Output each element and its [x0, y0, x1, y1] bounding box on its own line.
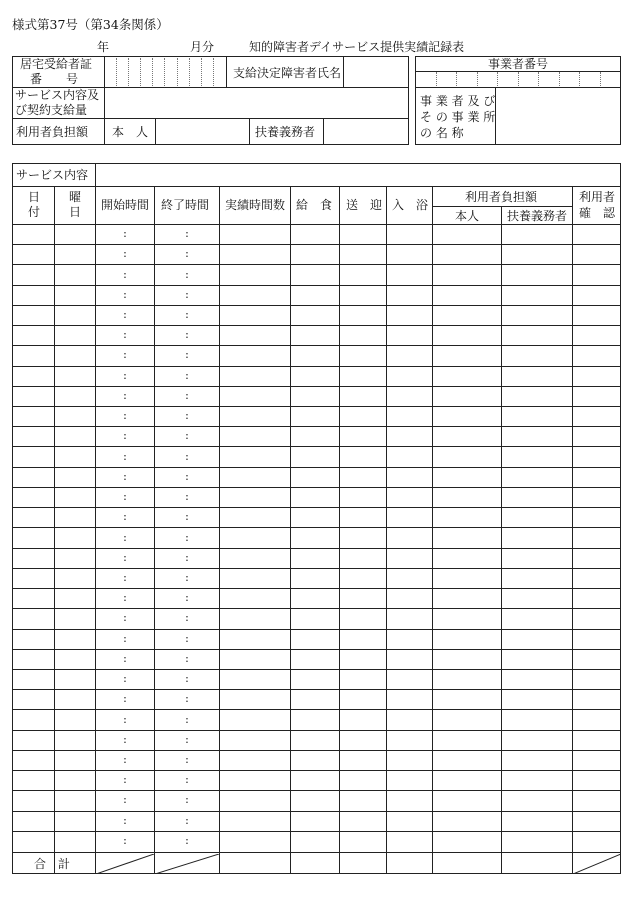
guardian-label: 扶養義務者 — [255, 125, 316, 139]
start-time-separator: : — [123, 287, 127, 301]
end-time-separator: : — [185, 793, 189, 807]
start-time-separator: : — [123, 308, 127, 322]
start-time-separator: : — [123, 530, 127, 544]
end-time-separator: : — [185, 247, 189, 261]
end-time-separator: : — [185, 813, 189, 827]
form-number: 様式第37号（第34条関係） — [12, 17, 169, 32]
start-time-separator: : — [123, 267, 127, 281]
col-meal: 給 食 — [296, 198, 333, 212]
col-burden-guardian: 扶養義務者 — [507, 209, 568, 223]
recipient-no-label-2: 番 号 — [30, 72, 79, 86]
end-time-separator: : — [185, 490, 189, 504]
end-time-separator: : — [185, 469, 189, 483]
start-time-separator: : — [123, 510, 127, 524]
start-time-separator: : — [123, 570, 127, 584]
form-title: 知的障害者デイサービス提供実績記録表 — [249, 40, 465, 54]
decided-person-label: 支給決定障害者氏名 — [233, 66, 342, 80]
table-row[interactable] — [12, 790, 621, 810]
end-time-separator: : — [185, 651, 189, 665]
start-time-separator: : — [123, 490, 127, 504]
end-time-separator: : — [185, 631, 189, 645]
end-time-separator: : — [185, 773, 189, 787]
end-time-separator: : — [185, 429, 189, 443]
table-row[interactable] — [12, 750, 621, 770]
table-row[interactable] — [12, 386, 621, 406]
start-time-separator: : — [123, 692, 127, 706]
burden-label: 利用者負担額 — [16, 125, 89, 139]
table-row[interactable] — [12, 446, 621, 466]
month-label: 月分 — [190, 40, 215, 54]
start-time-separator: : — [123, 631, 127, 645]
table-row[interactable] — [12, 224, 621, 244]
end-time-separator: : — [185, 267, 189, 281]
end-time-separator: : — [185, 752, 189, 766]
end-time-separator: : — [185, 308, 189, 322]
col-bath: 入 浴 — [392, 198, 429, 212]
start-time-separator: : — [123, 752, 127, 766]
self-burden-field[interactable] — [156, 119, 248, 144]
end-time-separator: : — [185, 672, 189, 686]
end-time-separator: : — [185, 328, 189, 342]
start-time-separator: : — [123, 409, 127, 423]
start-time-separator: : — [123, 328, 127, 342]
col-burden: 利用者負担額 — [465, 190, 538, 204]
table-row[interactable] — [12, 507, 621, 527]
table-row[interactable] — [12, 426, 621, 446]
col-end: 終了時間 — [161, 198, 210, 212]
provider-name-label-3: の 名 称 — [420, 126, 464, 140]
table-row[interactable] — [12, 689, 621, 709]
service-label-1: サービス内容及 — [15, 88, 100, 102]
col-start: 開始時間 — [101, 198, 150, 212]
provider-number-cells[interactable] — [416, 72, 620, 86]
guardian-burden-field[interactable] — [324, 119, 408, 144]
start-time-separator: : — [123, 773, 127, 787]
total-end-slash — [155, 854, 219, 874]
end-time-separator: : — [185, 692, 189, 706]
start-time-separator: : — [123, 672, 127, 686]
start-time-separator: : — [123, 793, 127, 807]
table-row[interactable] — [12, 366, 621, 386]
table-row[interactable] — [12, 527, 621, 547]
table-row[interactable] — [12, 467, 621, 487]
table-row[interactable] — [12, 406, 621, 426]
table-row[interactable] — [12, 487, 621, 507]
end-time-separator: : — [185, 348, 189, 362]
end-time-separator: : — [185, 449, 189, 463]
end-time-separator: : — [185, 530, 189, 544]
start-time-separator: : — [123, 813, 127, 827]
start-time-separator: : — [123, 611, 127, 625]
col-day-2: 付 — [28, 205, 41, 219]
start-time-separator: : — [123, 651, 127, 665]
end-time-separator: : — [185, 287, 189, 301]
table-row[interactable] — [12, 588, 621, 608]
decided-person-field[interactable] — [344, 57, 408, 86]
start-time-separator: : — [123, 449, 127, 463]
end-time-separator: : — [185, 409, 189, 423]
table-row[interactable] — [12, 325, 621, 345]
table-row[interactable] — [12, 305, 621, 325]
end-time-separator: : — [185, 368, 189, 382]
start-time-separator: : — [123, 348, 127, 362]
self-label: 本 人 — [112, 125, 149, 139]
end-time-separator: : — [185, 550, 189, 564]
total-confirm-slash — [573, 854, 621, 874]
start-time-separator: : — [123, 550, 127, 564]
col-transport: 送 迎 — [346, 198, 383, 212]
table-row[interactable] — [12, 811, 621, 831]
col-day-1: 日 — [28, 190, 41, 204]
table-row[interactable] — [12, 709, 621, 729]
recipient-number-cells[interactable] — [105, 58, 225, 86]
provider-name-field[interactable] — [496, 88, 620, 144]
table-row[interactable] — [12, 345, 621, 365]
service-content-field[interactable] — [96, 164, 620, 185]
table-row[interactable] — [12, 568, 621, 588]
end-time-separator: : — [185, 388, 189, 402]
end-time-separator: : — [185, 712, 189, 726]
total-start-slash — [96, 854, 154, 874]
start-time-separator: : — [123, 591, 127, 605]
service-amount-field[interactable] — [105, 88, 408, 117]
end-time-separator: : — [185, 570, 189, 584]
start-time-separator: : — [123, 732, 127, 746]
provider-name-label-2: そ の 事 業 所 — [420, 110, 496, 124]
table-row[interactable] — [12, 548, 621, 568]
table-row[interactable] — [12, 730, 621, 750]
start-time-separator: : — [123, 368, 127, 382]
end-time-separator: : — [185, 510, 189, 524]
service-content-label: サービス内容 — [16, 168, 89, 182]
col-confirm-2: 確 認 — [579, 206, 616, 220]
total-label: 合 計 — [34, 857, 71, 871]
table-row[interactable] — [12, 264, 621, 284]
recipient-no-label-1: 居宅受給者証 — [20, 57, 93, 71]
end-time-separator: : — [185, 591, 189, 605]
service-label-2: び契約支給量 — [15, 103, 88, 117]
col-confirm-1: 利用者 — [579, 190, 616, 204]
start-time-separator: : — [123, 227, 127, 241]
table-row[interactable] — [12, 649, 621, 669]
table-row[interactable] — [12, 285, 621, 305]
end-time-separator: : — [185, 227, 189, 241]
provider-name-label-1: 事 業 者 及 び — [420, 94, 496, 108]
end-time-separator: : — [185, 732, 189, 746]
start-time-separator: : — [123, 833, 127, 847]
start-time-separator: : — [123, 388, 127, 402]
start-time-separator: : — [123, 712, 127, 726]
col-burden-self: 本人 — [455, 209, 480, 223]
start-time-separator: : — [123, 247, 127, 261]
start-time-separator: : — [123, 429, 127, 443]
provider-no-label: 事業者番号 — [488, 57, 549, 71]
year-label: 年 — [97, 40, 110, 54]
table-row[interactable] — [12, 244, 621, 264]
table-row[interactable] — [12, 608, 621, 628]
end-time-separator: : — [185, 833, 189, 847]
table-row[interactable] — [12, 629, 621, 649]
start-time-separator: : — [123, 469, 127, 483]
table-row[interactable] — [12, 770, 621, 790]
col-actual: 実績時間数 — [225, 198, 286, 212]
col-weekday-2: 日 — [69, 205, 82, 219]
table-row[interactable] — [12, 669, 621, 689]
end-time-separator: : — [185, 611, 189, 625]
col-weekday-1: 曜 — [69, 190, 82, 204]
table-row[interactable] — [12, 831, 621, 851]
